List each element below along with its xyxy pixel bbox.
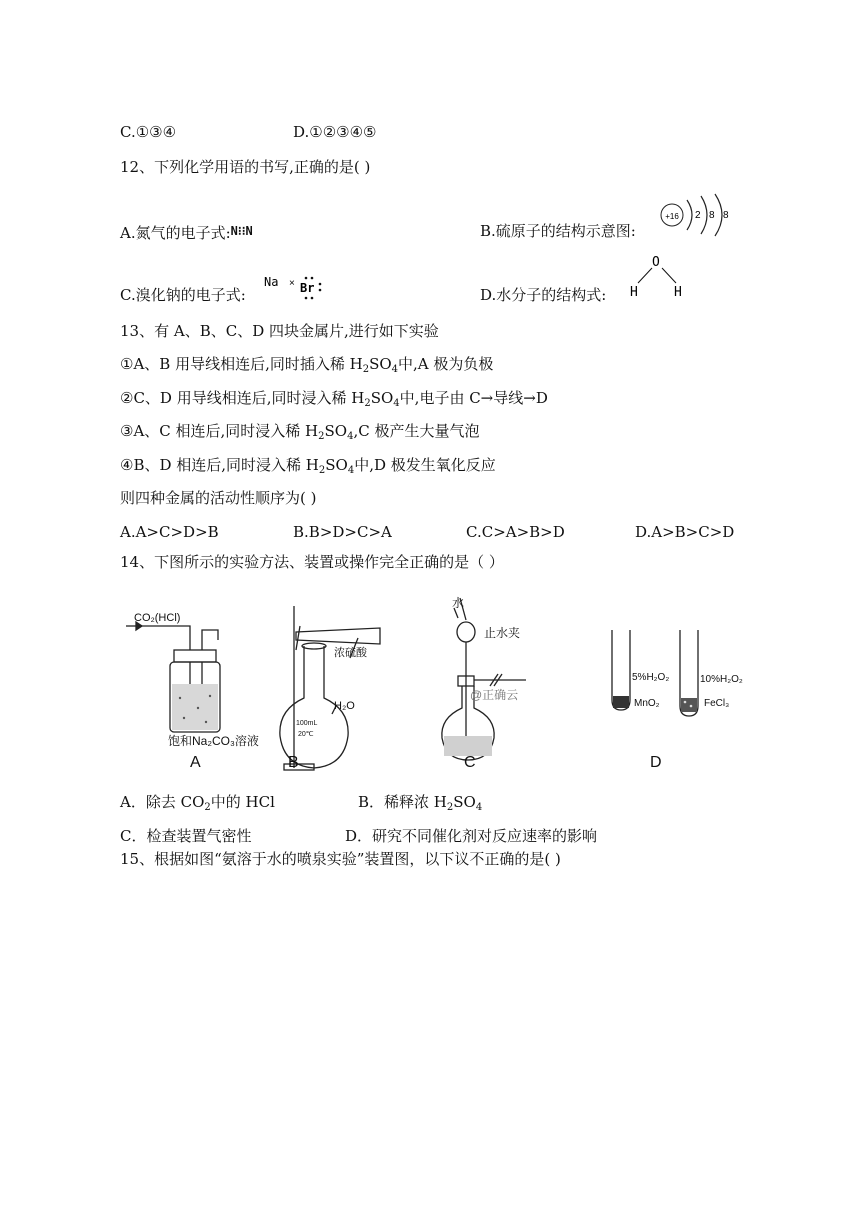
q13-s2-part-a: ②C、D 用导线相连后,同时浸入稀 H — [120, 389, 365, 407]
q13-option-a: A.A>C>D>B — [120, 523, 219, 541]
shell-2-count: 8 — [709, 210, 715, 221]
oxygen-atom: O — [652, 255, 660, 270]
q14-option-b-part-a: B．稀释浓 H — [358, 793, 447, 811]
q12-stem: 12、下列化学用语的书写,正确的是( ) — [120, 158, 371, 176]
q14-option-c: C．检查装置气密性 — [120, 827, 252, 845]
lab-apparatus-drawing — [118, 588, 758, 778]
fig-label-mno2: MnO₂ — [634, 698, 660, 709]
subscript: 4 — [347, 465, 355, 476]
q13-s2-part-c: 中,电子由 C→导线→D — [399, 389, 548, 407]
q13-option-c: C.C>A>B>D — [466, 523, 565, 541]
q14-option-a-part-a: A．除去 CO — [120, 793, 205, 811]
q14-option-a-part-b: 中的 HCl — [210, 793, 275, 811]
subscript: 2 — [318, 431, 325, 442]
q14-option-d: D．研究不同催化剂对反应速率的影响 — [345, 827, 598, 845]
q13-s4-part-c: 中,D 极发生氧化反应 — [354, 456, 496, 474]
q13-statement-1 — [120, 354, 493, 374]
q13-s3-part-a: ③A、C 相连后,同时浸入稀 H — [120, 422, 319, 440]
subscript: 4 — [391, 364, 399, 375]
q11-option-c: C.①③④ — [120, 123, 177, 141]
fig-label-conc-acid: 浓硫酸 — [334, 647, 367, 659]
q12-option-d: D.水分子的结构式: — [480, 286, 607, 304]
hydrogen-atom-right: H — [674, 285, 682, 300]
sodium-symbol: Na — [264, 275, 279, 289]
q12-option-b: B.硫原子的结构示意图: — [480, 222, 636, 240]
fig-label-clamp: 止水夹 — [484, 626, 521, 640]
fig-letter-a: A — [190, 754, 201, 771]
bromine-symbol: Br — [300, 281, 315, 295]
sulfur-atom-structure-diagram — [657, 192, 737, 242]
q13-s1-part-c: 中,A 极为负极 — [398, 355, 494, 373]
subscript: 4 — [475, 802, 483, 813]
q13-option-b: B.B>D>C>A — [293, 523, 392, 541]
q13-s2-part-b: SO — [370, 389, 394, 407]
q13-ask: 则四种金属的活动性顺序为( ) — [120, 489, 317, 507]
q13-statement-2 — [120, 388, 548, 408]
q12-option-a — [120, 221, 253, 243]
fig-label-co2-hcl: CO₂(HCl) — [134, 612, 181, 624]
q13-statement-4 — [120, 455, 496, 475]
subscript: 2 — [204, 802, 211, 813]
sulfur-nucleus-charge: +16 — [665, 212, 679, 221]
q14-option-b — [358, 792, 482, 812]
water-structural-formula — [626, 252, 692, 300]
subscript: 4 — [393, 398, 400, 409]
subscript: 2 — [318, 465, 326, 476]
hydrogen-atom-left: H — [630, 285, 638, 300]
fig-label-h2o2-5: 5%H₂O₂ — [632, 672, 670, 683]
fig-letter-b: B — [288, 754, 299, 771]
subscript: 2 — [362, 364, 370, 375]
q14-option-b-part-b: SO — [453, 793, 476, 811]
fig-letter-c: C — [464, 754, 476, 771]
q13-s3-part-c: ,C 极产生大量气泡 — [353, 422, 480, 440]
q13-statement-3 — [120, 421, 480, 441]
fig-watermark: @正确云 — [470, 688, 519, 702]
subscript: 4 — [347, 431, 354, 442]
shell-1-count: 2 — [695, 210, 701, 221]
q12-option-c: C.溴化钠的电子式: — [120, 286, 246, 304]
fig-label-fecl3: FeCl₃ — [704, 698, 730, 709]
q12-option-a-text: A.氮气的电子式: — [120, 224, 231, 242]
sodium-bromide-electron-formula — [262, 272, 332, 304]
svg-text:×: × — [289, 278, 295, 289]
fig-label-na2co3: 饱和Na₂CO₃溶液 — [168, 734, 259, 748]
q11-option-d: D.①②③④⑤ — [293, 123, 377, 141]
q13-option-d: D.A>B>C>D — [635, 523, 735, 541]
fig-label-temperature: 20℃ — [298, 731, 314, 738]
q14-option-a — [120, 792, 275, 812]
q13-stem: 13、有 A、B、C、D 四块金属片,进行如下实验 — [120, 322, 439, 340]
q13-s3-part-b: SO — [324, 422, 348, 440]
q15-stem: 15、根据如图“氨溶于水的喷泉实验”装置图，以下议不正确的是( ) — [120, 850, 561, 868]
subscript: 2 — [364, 398, 371, 409]
fig-label-flask-volume: 100mL — [296, 720, 318, 727]
fig-letter-d: D — [650, 754, 662, 771]
q13-s1-part-b: SO — [369, 355, 392, 373]
fig-label-water-c: 水 — [452, 596, 465, 610]
q13-s1-part-a: ①A、B 用导线相连后,同时插入稀 H — [120, 355, 363, 373]
shell-3-count: 8 — [723, 210, 729, 221]
fig-label-water-b: H₂O — [334, 700, 355, 712]
nitrogen-electron-formula: N⁝⁝N — [230, 224, 253, 238]
q13-s4-part-b: SO — [325, 456, 348, 474]
subscript: 2 — [446, 802, 454, 813]
fig-label-h2o2-10: 10%H₂O₂ — [700, 674, 743, 685]
q14-apparatus-figure — [118, 588, 758, 778]
q13-s4-part-a: ④B、D 相连后,同时浸入稀 H — [120, 456, 319, 474]
q14-stem: 14、下图所示的实验方法、装置或操作完全正确的是（ ） — [120, 553, 504, 571]
